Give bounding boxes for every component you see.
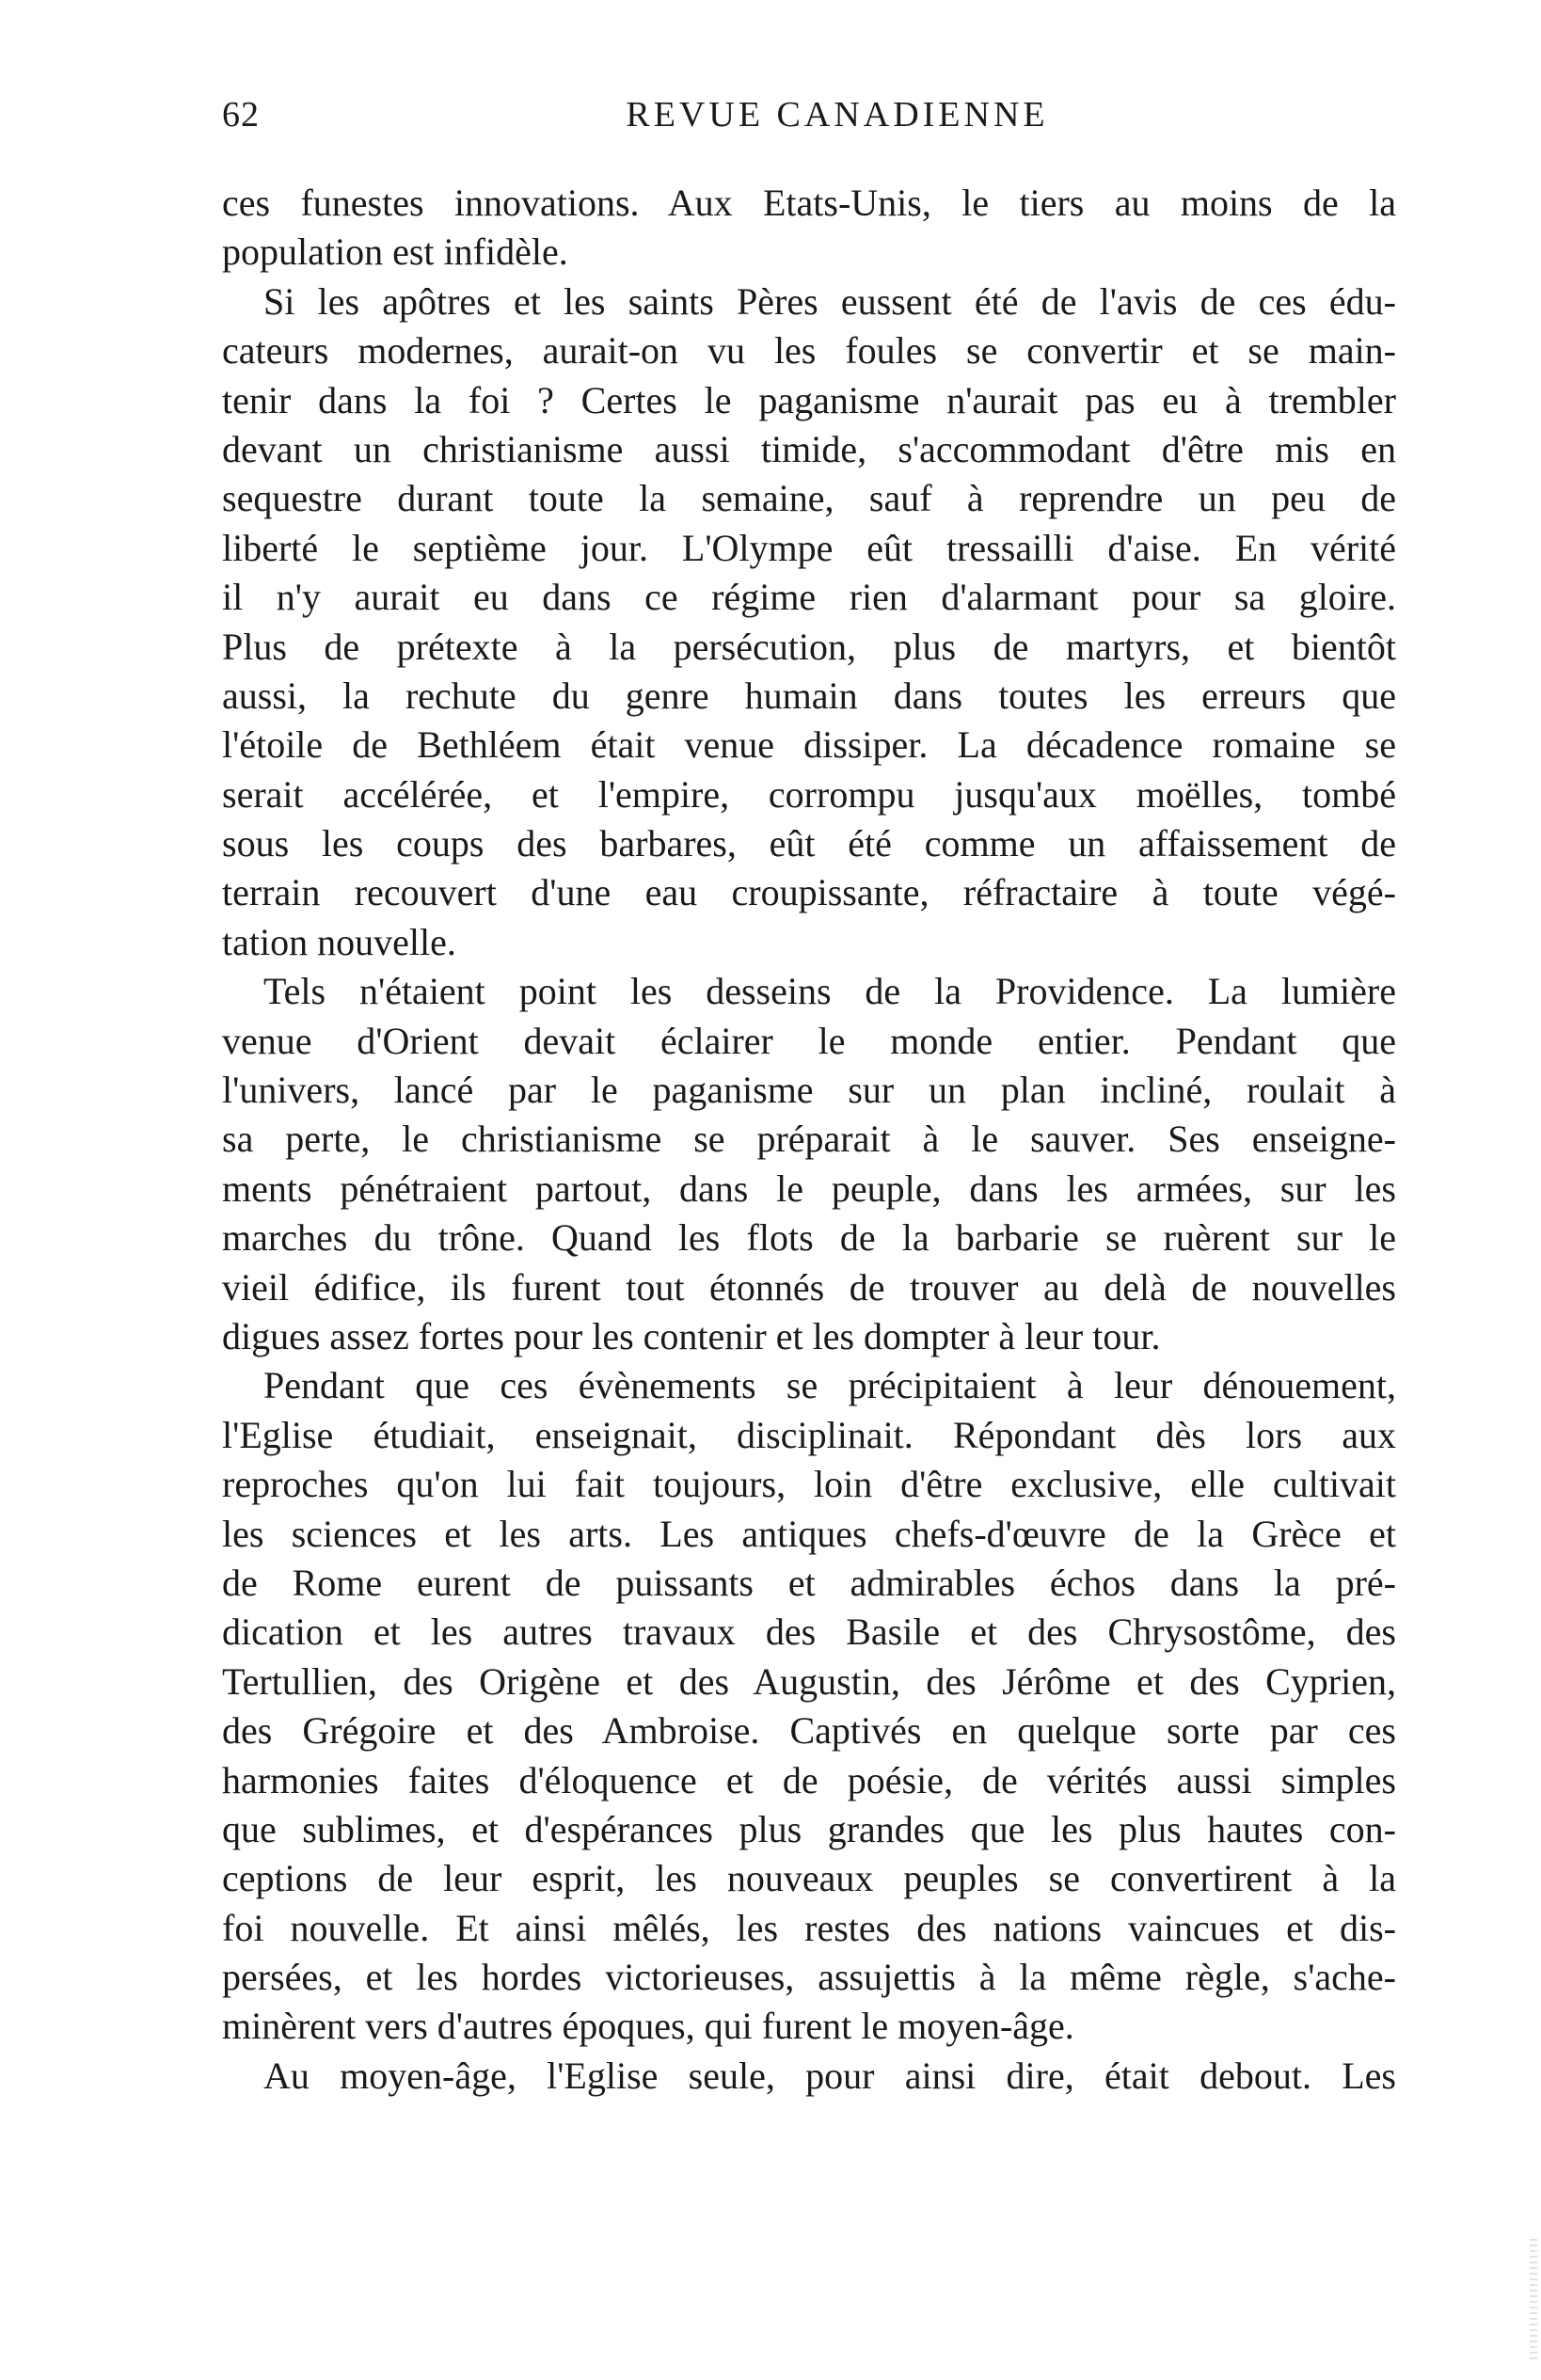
text-line: venue d'Orient devait éclairer le monde entier. Pendant que <box>222 1019 1396 1062</box>
body-text <box>222 179 1396 2101</box>
text-line: population est infidèle. <box>222 230 568 274</box>
page-number: 62 <box>222 95 260 135</box>
text-line: sa perte, le christianisme se préparait à le sauver. Ses enseigne- <box>222 1118 1396 1161</box>
text-line: harmonies faites d'éloquence et de poésie, de vérités aussi simples <box>222 1758 1396 1801</box>
running-title: REVUE CANADIENNE <box>626 95 1049 135</box>
text-line: Si les apôtres et les saints Pères eussent été de l'avis de ces édu- <box>263 279 1396 323</box>
text-line: Plus de prétexte à la persécution, plus de martyrs, et bientôt <box>222 625 1396 668</box>
text-line: sous les coups des barbares, eût été comme un affaissement de <box>222 822 1396 865</box>
text-line: serait accélérée, et l'empire, corrompu jusqu'aux moëlles, tombé <box>222 772 1396 816</box>
text-line: il n'y aurait eu dans ce régime rien d'alarmant pour sa gloire. <box>222 576 1396 619</box>
text-line: que sublimes, et d'espérances plus grandes que les plus hautes con- <box>222 1807 1396 1850</box>
text-line: aussi, la rechute du genre humain dans toutes les erreurs que <box>222 674 1396 717</box>
text-line: Tertullien, des Origène et des Augustin, des Jérôme et des Cyprien, <box>222 1659 1396 1703</box>
text-line: Au moyen-âge, l'Eglise seule, pour ainsi dire, était debout. Les <box>263 2054 1396 2097</box>
text-line: minèrent vers d'autres époques, qui furent le moyen-âge. <box>222 2005 1074 2048</box>
text-line: liberté le septième jour. L'Olympe eût tressailli d'aise. En vérité <box>222 526 1396 569</box>
text-line: reproches qu'on lui fait toujours, loin d'être exclusive, elle cultivait <box>222 1463 1396 1506</box>
text-line: marches du trône. Quand les flots de la barbarie se ruèrent sur le <box>222 1216 1396 1260</box>
text-line: de Rome eurent de puissants et admirables échos dans la pré- <box>222 1561 1396 1604</box>
text-line: l'Eglise étudiait, enseignait, disciplinait. Répondant dès lors aux <box>222 1413 1396 1456</box>
text-line: tation nouvelle. <box>222 920 456 963</box>
text-line: tenir dans la foi ? Certes le paganisme n'aurait pas eu à trembler <box>222 378 1396 421</box>
text-line: ments pénétraient partout, dans le peuple, dans les armées, sur les <box>222 1166 1396 1210</box>
running-head <box>222 94 1396 151</box>
text-line: devant un christianisme aussi timide, s'accommodant d'être mis en <box>222 427 1396 470</box>
text-line: digues assez fortes pour les contenir et les dompter à leur tour. <box>222 1314 1161 1357</box>
text-line: les sciences et les arts. Les antiques chefs-d'œuvre de la Grèce et <box>222 1512 1396 1555</box>
scan-edge-marks <box>1530 2239 1537 2361</box>
text-line: l'univers, lancé par le paganisme sur un plan incliné, roulait à <box>222 1069 1396 1112</box>
text-line: ceptions de leur esprit, les nouveaux peuples se convertirent à la <box>222 1857 1396 1900</box>
text-line: des Grégoire et des Ambroise. Captivés en quelque sorte par ces <box>222 1709 1396 1753</box>
text-line: Pendant que ces évènements se précipitaient à leur dénouement, <box>263 1364 1396 1407</box>
text-line: l'étoile de Bethléem était venue dissiper. La décadence romaine se <box>222 723 1396 767</box>
text-line: sequestre durant toute la semaine, sauf à reprendre un peu de <box>222 477 1396 520</box>
text-line: cateurs modernes, aurait-on vu les foules se convertir et se main- <box>222 329 1396 373</box>
text-line: dication et les autres travaux des Basile et des Chrysostôme, des <box>222 1610 1396 1654</box>
text-line: foi nouvelle. Et ainsi mêlés, les restes des nations vaincues et dis- <box>222 1906 1396 1949</box>
text-line: terrain recouvert d'une eau croupissante, réfractaire à toute végé- <box>222 871 1396 914</box>
text-line: ces funestes innovations. Aux Etats-Unis, le tiers au moins de la <box>222 182 1396 224</box>
text-line: persées, et les hordes victorieuses, assujettis à la même règle, s'ache- <box>222 1956 1396 1999</box>
text-line: Tels n'étaient point les desseins de la Providence. La lumière <box>263 970 1396 1013</box>
text-line: vieil édifice, ils furent tout étonnés de trouver au delà de nouvelles <box>222 1265 1396 1309</box>
